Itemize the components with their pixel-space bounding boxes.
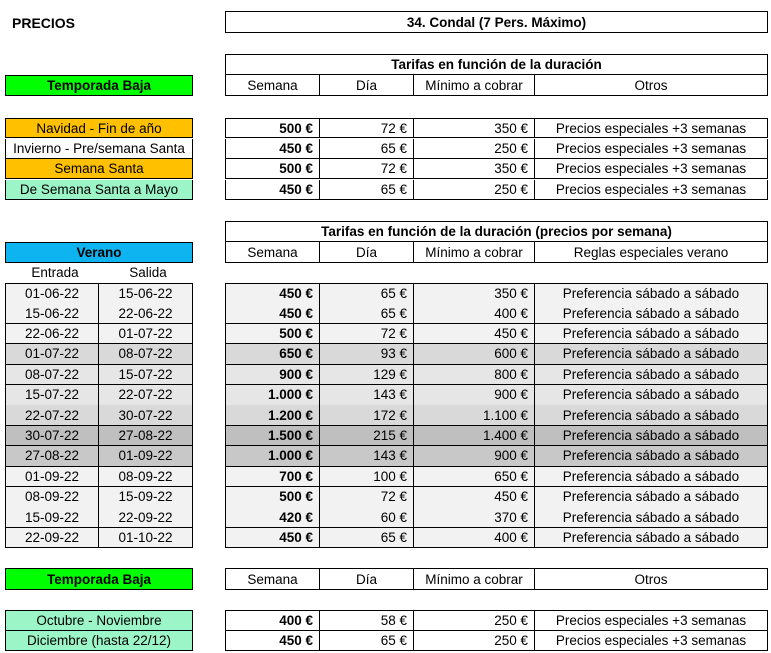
price-day: 65 € bbox=[320, 631, 414, 652]
price-day: 93 € bbox=[320, 344, 414, 365]
price-minimum: 400 € bbox=[414, 528, 535, 549]
date-entrada: 01-06-22 bbox=[5, 283, 99, 304]
summer-rule: Preferencia sábado a sábado bbox=[535, 487, 768, 508]
price-day: 65 € bbox=[320, 180, 414, 200]
date-salida: 08-07-22 bbox=[99, 344, 193, 365]
price-minimum: 350 € bbox=[414, 159, 535, 179]
price-minimum: 800 € bbox=[414, 365, 535, 386]
column-header: Mínimo a cobrar bbox=[414, 75, 535, 96]
price-week: 500 € bbox=[225, 118, 320, 138]
summer-rule: Preferencia sábado a sábado bbox=[535, 324, 768, 345]
summer-rule: Preferencia sábado a sábado bbox=[535, 283, 768, 304]
season-label-summer: Verano bbox=[5, 242, 193, 263]
price-other: Precios especiales +3 semanas bbox=[535, 631, 768, 652]
date-salida: 22-07-22 bbox=[99, 385, 193, 406]
date-salida: 01-09-22 bbox=[99, 446, 193, 467]
price-other: Precios especiales +3 semanas bbox=[535, 139, 768, 159]
price-minimum: 250 € bbox=[414, 180, 535, 200]
column-header: Reglas especiales verano bbox=[535, 242, 768, 263]
date-salida: 30-07-22 bbox=[99, 405, 193, 426]
price-other: Precios especiales +3 semanas bbox=[535, 180, 768, 200]
column-header: Semana bbox=[225, 568, 320, 590]
date-salida: 15-07-22 bbox=[99, 365, 193, 386]
season-label-low: Temporada Baja bbox=[5, 75, 193, 96]
price-day: 215 € bbox=[320, 426, 414, 447]
price-minimum: 450 € bbox=[414, 487, 535, 508]
column-header: Semana bbox=[225, 242, 320, 263]
price-day: 172 € bbox=[320, 405, 414, 426]
tariff-header-title: Tarifas en función de la duración bbox=[225, 54, 768, 75]
price-minimum: 350 € bbox=[414, 118, 535, 138]
column-header: Otros bbox=[535, 75, 768, 96]
period-name: Diciembre (hasta 22/12) bbox=[5, 631, 193, 652]
date-salida: 15-09-22 bbox=[99, 487, 193, 508]
price-day: 72 € bbox=[320, 118, 414, 138]
period-name: De Semana Santa a Mayo bbox=[5, 180, 193, 200]
price-week: 650 € bbox=[225, 344, 320, 365]
date-salida: 22-09-22 bbox=[99, 507, 193, 528]
date-entrada: 01-09-22 bbox=[5, 467, 99, 488]
date-entrada: 15-09-22 bbox=[5, 507, 99, 528]
price-day: 72 € bbox=[320, 324, 414, 345]
summer-rule: Preferencia sábado a sábado bbox=[535, 467, 768, 488]
price-day: 143 € bbox=[320, 385, 414, 406]
date-entrada: 22-07-22 bbox=[5, 405, 99, 426]
price-minimum: 900 € bbox=[414, 385, 535, 406]
price-week: 400 € bbox=[225, 610, 320, 631]
price-week: 1.000 € bbox=[225, 385, 320, 406]
price-day: 100 € bbox=[320, 467, 414, 488]
date-entrada: 22-06-22 bbox=[5, 324, 99, 345]
date-salida: 01-07-22 bbox=[99, 324, 193, 345]
subheader-salida: Salida bbox=[129, 265, 167, 280]
price-day: 65 € bbox=[320, 303, 414, 324]
price-minimum: 450 € bbox=[414, 324, 535, 345]
date-entrada: 08-07-22 bbox=[5, 365, 99, 386]
price-week: 420 € bbox=[225, 507, 320, 528]
price-other: Precios especiales +3 semanas bbox=[535, 118, 768, 138]
date-entrada: 27-08-22 bbox=[5, 446, 99, 467]
date-entrada: 15-07-22 bbox=[5, 385, 99, 406]
price-day: 129 € bbox=[320, 365, 414, 386]
column-header: Mínimo a cobrar bbox=[414, 242, 535, 263]
price-week: 500 € bbox=[225, 159, 320, 179]
summer-rule: Preferencia sábado a sábado bbox=[535, 303, 768, 324]
price-day: 65 € bbox=[320, 528, 414, 549]
price-week: 900 € bbox=[225, 365, 320, 386]
price-minimum: 250 € bbox=[414, 610, 535, 631]
price-day: 72 € bbox=[320, 159, 414, 179]
summer-rule: Preferencia sábado a sábado bbox=[535, 365, 768, 386]
period-name: Navidad - Fin de año bbox=[5, 118, 193, 138]
date-salida: 22-06-22 bbox=[99, 303, 193, 324]
price-minimum: 1.100 € bbox=[414, 405, 535, 426]
price-minimum: 250 € bbox=[414, 631, 535, 652]
price-week: 1.000 € bbox=[225, 446, 320, 467]
column-header: Día bbox=[320, 242, 414, 263]
price-minimum: 900 € bbox=[414, 446, 535, 467]
subheader-entrada: Entrada bbox=[31, 265, 79, 280]
price-week: 500 € bbox=[225, 487, 320, 508]
price-other: Precios especiales +3 semanas bbox=[535, 159, 768, 179]
price-minimum: 370 € bbox=[414, 507, 535, 528]
tariff-header-title-summer: Tarifas en función de la duración (precios por semana) bbox=[225, 221, 768, 242]
price-day: 65 € bbox=[320, 283, 414, 304]
column-header: Día bbox=[320, 568, 414, 590]
season-label-low-2: Temporada Baja bbox=[5, 568, 193, 590]
period-name: Octubre - Noviembre bbox=[5, 610, 193, 631]
date-salida: 27-08-22 bbox=[99, 426, 193, 447]
price-minimum: 600 € bbox=[414, 344, 535, 365]
price-day: 143 € bbox=[320, 446, 414, 467]
price-week: 450 € bbox=[225, 180, 320, 200]
summer-rule: Preferencia sábado a sábado bbox=[535, 426, 768, 447]
price-week: 1.200 € bbox=[225, 405, 320, 426]
date-entrada: 08-09-22 bbox=[5, 487, 99, 508]
summer-rule: Preferencia sábado a sábado bbox=[535, 528, 768, 549]
price-day: 60 € bbox=[320, 507, 414, 528]
page-title: PRECIOS bbox=[12, 15, 76, 31]
date-salida: 15-06-22 bbox=[99, 283, 193, 304]
summer-rule: Preferencia sábado a sábado bbox=[535, 405, 768, 426]
price-day: 72 € bbox=[320, 487, 414, 508]
date-entrada: 15-06-22 bbox=[5, 303, 99, 324]
date-entrada: 01-07-22 bbox=[5, 344, 99, 365]
price-week: 450 € bbox=[225, 528, 320, 549]
period-name: Invierno - Pre/semana Santa bbox=[5, 139, 193, 159]
date-entrada: 22-09-22 bbox=[5, 528, 99, 549]
price-week: 450 € bbox=[225, 139, 320, 159]
price-minimum: 650 € bbox=[414, 467, 535, 488]
summer-rule: Preferencia sábado a sábado bbox=[535, 446, 768, 467]
date-salida: 08-09-22 bbox=[99, 467, 193, 488]
price-week: 500 € bbox=[225, 324, 320, 345]
column-header: Mínimo a cobrar bbox=[414, 568, 535, 590]
price-minimum: 250 € bbox=[414, 139, 535, 159]
date-entrada: 30-07-22 bbox=[5, 426, 99, 447]
date-salida: 01-10-22 bbox=[99, 528, 193, 549]
price-day: 65 € bbox=[320, 139, 414, 159]
column-header: Día bbox=[320, 75, 414, 96]
column-header: Semana bbox=[225, 75, 320, 96]
summer-rule: Preferencia sábado a sábado bbox=[535, 385, 768, 406]
price-week: 450 € bbox=[225, 303, 320, 324]
price-week: 450 € bbox=[225, 283, 320, 304]
summer-rule: Preferencia sábado a sábado bbox=[535, 507, 768, 528]
period-name: Semana Santa bbox=[5, 159, 193, 179]
price-day: 58 € bbox=[320, 610, 414, 631]
price-week: 1.500 € bbox=[225, 426, 320, 447]
price-week: 450 € bbox=[225, 631, 320, 652]
house-title: 34. Condal (7 Pers. Máximo) bbox=[225, 11, 768, 33]
price-minimum: 1.400 € bbox=[414, 426, 535, 447]
price-minimum: 350 € bbox=[414, 283, 535, 304]
price-week: 700 € bbox=[225, 467, 320, 488]
column-header: Otros bbox=[535, 568, 768, 590]
price-other: Precios especiales +3 semanas bbox=[535, 610, 768, 631]
summer-rule: Preferencia sábado a sábado bbox=[535, 344, 768, 365]
price-minimum: 400 € bbox=[414, 303, 535, 324]
